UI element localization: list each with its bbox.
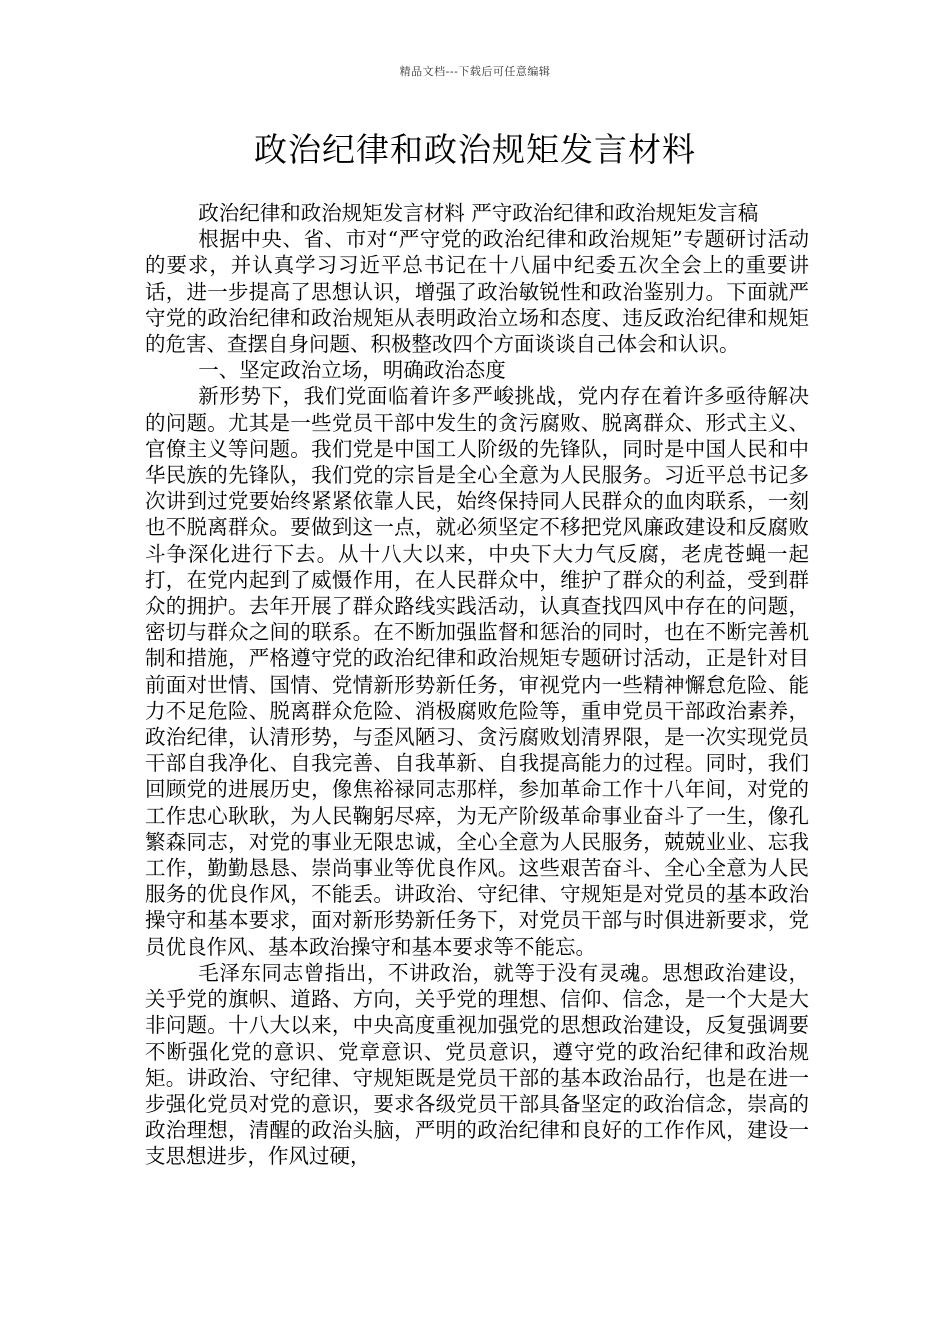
document-title: 政治纪律和政治规矩发言材料 [254, 130, 696, 169]
intro-paragraph: 根据中央、省、市对“严守党的政治纪律和政治规矩”专题研讨活动的要求，并认真学习习近平总书记在十八届中纪委五次全会上的重要讲话，进一步提高了思想认识，增强了政治敏锐性和政治鉴别力。下面就严守党的政治纪律和政治规矩从表明政治立场和态度、违反政治纪律和规矩的危害、查摆自身问题、积极整改四个方面谈谈自己体会和认识。 [145, 227, 809, 357]
header-note: 精品文档---下载后可任意编辑 [399, 65, 551, 78]
document-body [145, 200, 809, 1170]
body-paragraph: 新形势下，我们党面临着许多严峻挑战，党内存在着许多亟待解决的问题。尤其是一些党员干部中发生的贪污腐败、脱离群众、形式主义、官僚主义等问题。我们党是中国工人阶级的先锋队，同时是中国人民和中华民族的先锋队，我们党的宗旨是全心全意为人民服务。习近平总书记多次讲到过党要始终紧紧依靠人民，始终保持同人民群众的血肉联系，一刻也不脱离群众。要做到这一点，就必须坚定不移把党风廉政建设和反腐败斗争深化进行下去。从十八大以来，中央下大力气反腐，老虎苍蝇一起打，在党内起到了威慑作用，在人民群众中，维护了群众的利益，受到群众的拥护。去年开展了群众路线实践活动，认真查找四风中存在的问题，密切与群众之间的联系。在不断加强监督和惩治的同时，也在不断完善机制和措施，严格遵守党的政治纪律和政治规矩专题研讨活动，正是针对目前面对世情、国情、党情新形势新任务，审视党内一些精神懈怠危险、能力不足危险、脱离群众危险、消极腐败危险等，重申党员干部政治素养，政治纪律，认清形势，与歪风陋习、贪污腐败划清界限，是一次实现党员干部自我净化、自我完善、自我革新、自我提高能力的过程。同时，我们回顾党的进展历史，像焦裕禄同志那样，参加革命工作十八年间，对党的工作忠心耿耿，为人民鞠躬尽瘁，为无产阶级革命事业奋斗了一生，像孔繁森同志，对党的事业无限忠诚，全心全意为人民服务，兢兢业业、忘我工作，勤勤恳恳、崇尚事业等优良作风。这些艰苦奋斗、全心全意为人民服务的优良作风，不能丢。讲政治、守纪律、守规矩是对党员的基本政治操守和基本要求，面对新形势新任务下，对党员干部与时俱进新要求，党员优良作风、基本政治操守和基本要求等不能忘。 [145, 384, 809, 959]
section-heading: 一、坚定政治立场，明确政治态度 [198, 358, 506, 383]
body-paragraph: 毛泽东同志曾指出，不讲政治，就等于没有灵魂。思想政治建设，关乎党的旗帜、道路、方向，关乎党的理想、信仰、信念，是一个大是大非问题。十八大以来，中央高度重视加强党的思想政治建设，反复强调要不断强化党的意识、党章意识、党员意识，遵守党的政治纪律和政治规矩。讲政治、守纪律、守规矩既是党员干部的基本政治品行，也是在进一步强化党员对党的意识，要求各级党员干部具备坚定的政治信念，崇高的政治理想，清醒的政治头脑，严明的政治纪律和良好的工作作风，建设一支思想进步，作风过硬， [145, 960, 809, 1169]
subtitle-paragraph: 政治纪律和政治规矩发言材料 严守政治纪律和政治规矩发言稿 [198, 201, 759, 225]
